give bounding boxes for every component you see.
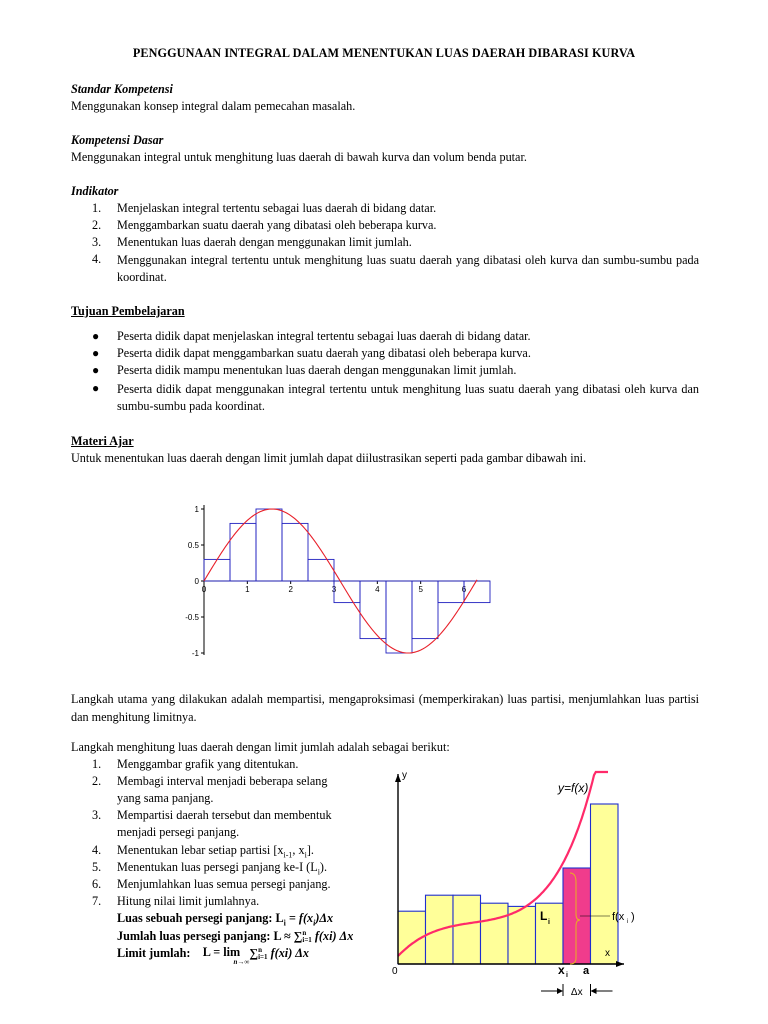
- formula-expr: )Δx: [315, 911, 334, 925]
- step-number: 2.: [92, 774, 102, 788]
- indikator-number: 2.: [92, 218, 102, 232]
- x-tick-label: 0: [201, 585, 207, 594]
- step-text: Menggambar grafik yang ditentukan.: [117, 757, 299, 771]
- step-number: 5.: [92, 860, 102, 874]
- sum-lower: i=1: [258, 953, 268, 962]
- indikator-item: Menjelaskan integral tertentu sebagai luas daerah di bidang datar.: [117, 201, 437, 215]
- step-text: [117, 860, 327, 876]
- step-text-part: Menentukan luas persegi panjang ke-I (L: [117, 860, 318, 874]
- bullet-icon: ●: [92, 381, 100, 395]
- subscript: i: [304, 850, 307, 860]
- x-tick-label: 3: [331, 585, 337, 594]
- step-rectangle: [412, 581, 438, 639]
- tujuan-item: Peserta didik mampu menentukan luas daerah dengan menggunakan limit jumlah.: [117, 363, 517, 377]
- y-tick-label: -1: [191, 649, 199, 658]
- sum-limits: [302, 930, 311, 944]
- y-axis-arrow-icon: [395, 774, 401, 782]
- formula-expr: ∑: [249, 946, 259, 960]
- step-number: 1.: [92, 757, 102, 771]
- formula-expr: f(xi) Δx: [267, 946, 310, 960]
- step-number: 4.: [92, 843, 102, 857]
- step-text: [117, 843, 314, 859]
- bullet-icon: ●: [92, 329, 100, 343]
- formula-jumlah-luas: [117, 929, 353, 944]
- kompetensi-heading: Kompetensi Dasar: [71, 133, 164, 147]
- materi-paragraph-1: Langkah utama yang dilakukan adalah mempartisi, mengaproksimasi (memperkirakan) luas partisi, menjumlahkan luas partisi dan menghitung limitnya.: [71, 692, 699, 724]
- formula-label: Jumlah luas persegi panjang:: [117, 929, 274, 943]
- x-tick-label: 6: [461, 585, 467, 594]
- step-text: yang sama panjang.: [117, 791, 214, 805]
- x-tick-label: 2: [288, 585, 293, 594]
- formula-expr: L = lim: [202, 945, 241, 959]
- step-text-part: ].: [306, 843, 314, 857]
- kompetensi-text: Menggunakan integral untuk menghitung luas daerah di bawah kurva dan volum benda putar.: [71, 150, 527, 164]
- step-rectangle: [386, 581, 412, 653]
- step-rectangle: [282, 523, 308, 581]
- dx-label: Δx: [570, 987, 583, 998]
- y-axis-label: y: [402, 770, 407, 781]
- limit-block: [194, 946, 250, 966]
- step-text-part: ).: [319, 860, 328, 874]
- formula-expr: = f(x: [285, 911, 314, 925]
- step-number: 7.: [92, 894, 102, 908]
- indikator-item: Menggambarkan suatu daerah yang dibatasi oleh beberapa kurva.: [117, 218, 437, 232]
- subscript: i: [313, 918, 316, 928]
- a-label: a: [583, 965, 590, 977]
- dx-arrow-icon: [591, 988, 597, 994]
- sum-lower: i=1: [302, 936, 312, 945]
- subscript: i: [317, 867, 320, 877]
- step-rectangle: [204, 559, 230, 581]
- y-tick-label: 1: [194, 505, 199, 514]
- partition-rectangle: [481, 903, 509, 964]
- step-text: Membagi interval menjadi beberapa selang: [117, 774, 328, 788]
- limit-under: n→∞: [233, 958, 250, 966]
- li-subscript: i: [548, 919, 550, 926]
- xi-label: x: [558, 963, 565, 977]
- formula-luas-persegi: [117, 911, 333, 927]
- tujuan-heading: Tujuan Pembelajaran: [71, 304, 185, 318]
- partition-rectangle: [508, 906, 536, 964]
- x-axis-label: x: [605, 948, 610, 959]
- step-text: Hitung nilai limit jumlahnya.: [117, 894, 260, 908]
- fxi-subscript: i: [627, 919, 629, 925]
- sum-upper: n: [258, 946, 263, 955]
- curve-label: y=f(x): [558, 781, 589, 795]
- y-tick-label: 0.5: [187, 541, 199, 550]
- step-text: menjadi persegi panjang.: [117, 825, 240, 839]
- bullet-icon: ●: [92, 346, 100, 360]
- bullet-icon: ●: [92, 363, 100, 377]
- tujuan-item: Peserta didik dapat menjelaskan integral tertentu sebagai luas daerah di bidang datar.: [117, 329, 531, 343]
- sum-limits: [258, 947, 267, 961]
- indikator-number: 4.: [92, 252, 102, 266]
- step-text-part: Menentukan lebar setiap partisi [x: [117, 843, 284, 857]
- subscript: i-1: [283, 850, 293, 860]
- dx-arrow-icon: [557, 988, 563, 994]
- riemann-sum-diagram: [380, 764, 636, 1000]
- li-label: L: [540, 909, 548, 923]
- formula-limit-jumlah: [117, 946, 309, 966]
- step-rectangle: [461, 581, 490, 603]
- partition-rectangle: [453, 895, 481, 964]
- step-text: Menjumlahkan luas semua persegi panjang.: [117, 877, 331, 891]
- tujuan-item: Peserta didik dapat menggambarkan suatu daerah yang dibatasi oleh beberapa kurva.: [117, 346, 531, 360]
- indikator-number: 1.: [92, 201, 102, 215]
- step-rectangle: [256, 509, 282, 581]
- sum-upper: n: [302, 929, 307, 938]
- formula-expr: L: [275, 911, 284, 925]
- x-tick-label: 5: [418, 585, 423, 594]
- materi-intro: Untuk menentukan luas daerah dengan limit jumlah dapat diilustrasikan seperti pada gambar dibawah ini.: [71, 451, 587, 465]
- origin-label: 0: [392, 966, 398, 977]
- formula-expr: f(xi) Δx: [311, 929, 354, 943]
- step-rectangle: [230, 523, 256, 581]
- indikator-item: Menentukan luas daerah dengan menggunakan limit jumlah.: [117, 235, 412, 249]
- step-rectangle: [438, 581, 464, 603]
- x-tick-label: 4: [375, 585, 380, 594]
- step-text: Mempartisi daerah tersebut dan membentuk: [117, 808, 332, 822]
- xi-subscript: i: [566, 972, 568, 979]
- formula-expr: L ≈ ∑: [273, 929, 303, 943]
- standar-heading: Standar Kompetensi: [71, 82, 173, 96]
- page-title: PENGGUNAAN INTEGRAL DALAM MENENTUKAN LUAS DAERAH DIBARASI KURVA: [132, 46, 636, 60]
- indikator-number: 3.: [92, 235, 102, 249]
- step-text-part: , x: [292, 843, 305, 857]
- step-number: 6.: [92, 877, 102, 891]
- fxi-label: f(x: [612, 911, 625, 923]
- fxi-close: ): [631, 911, 635, 923]
- indikator-heading: Indikator: [71, 184, 119, 198]
- x-tick-label: 1: [245, 585, 250, 594]
- partition-rectangle: [591, 804, 619, 964]
- standar-text: Menggunakan konsep integral dalam pemecahan masalah.: [71, 99, 356, 113]
- tujuan-item: Peserta didik dapat menggunakan integral tertentu untuk menghitung luas suatu daerah yang dibatasi oleh kurva dan sumbu-sumbu pada koordinat.: [117, 382, 699, 413]
- materi-heading: Materi Ajar: [71, 434, 134, 448]
- x-axis-arrow-icon: [616, 961, 624, 967]
- y-tick-label: -0.5: [185, 613, 199, 622]
- formula-label: Luas sebuah persegi panjang:: [117, 911, 276, 925]
- y-tick-label: 0: [194, 577, 199, 586]
- formula-label: Limit jumlah:: [117, 946, 194, 960]
- materi-paragraph-2: Langkah menghitung luas daerah dengan limit jumlah adalah sebagai berikut:: [71, 740, 450, 754]
- step-rectangle: [308, 559, 334, 581]
- subscript: i: [283, 918, 286, 928]
- step-number: 3.: [92, 808, 102, 822]
- sine-step-chart: [180, 497, 500, 669]
- indikator-item: Menggunakan integral tertentu untuk menghitung luas suatu daerah yang dibatasi oleh kurva dan sumbu-sumbu pada koordinat.: [117, 253, 699, 284]
